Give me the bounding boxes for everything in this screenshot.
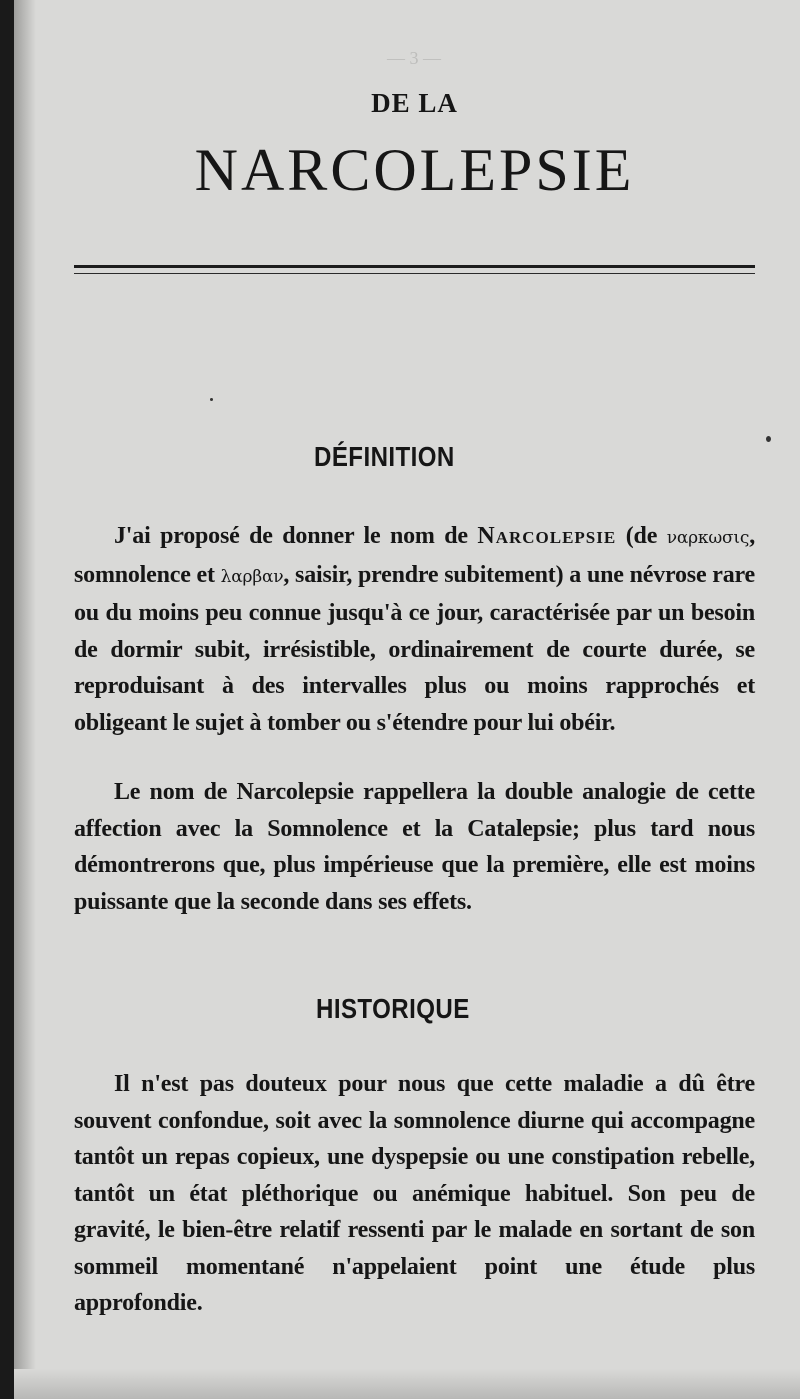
text-segment: J'ai proposé de donner le nom de <box>114 523 478 549</box>
text-segment: (de <box>616 523 667 549</box>
page-title: NARCOLEPSIE <box>194 137 635 203</box>
text-segment: , saisir, prendre subitement) a une névrose rare ou du moins peu connue jusqu'à ce jour, caractérisée par un besoin de dormir subit, irrésistible, ordinairement de courte durée, se reproduisant à des intervalles plus ou moins rapprochés et obligeant le sujet à tomber ou s'étendre pour lui obéir. <box>74 561 756 736</box>
greek-word: λαρβαν <box>220 566 284 587</box>
text-segment: , somnolence et <box>74 523 755 588</box>
definition-paragraph-2: Le nom de Narcolepsie rappellera la double analogie de cette affection avec la Somnolence et la Catalepsie; plus tard nous démontrerons que, plus impérieuse que la première, elle est moins puissante que la seconde dans ses effets. <box>74 779 755 915</box>
definition-paragraph-1 <box>74 518 755 741</box>
ink-speck <box>766 436 771 442</box>
pre-title: DE LA <box>371 88 458 118</box>
title-rule-thin <box>74 273 755 274</box>
title-rule-thick <box>74 265 755 268</box>
section-heading-definition: DÉFINITION <box>314 441 455 472</box>
greek-word: ναρκωσις <box>666 528 750 548</box>
historique-paragraph-1: Il n'est pas douteux pour nous que cette maladie a dû être souvent confondue, soit avec la somnolence diurne qui accompagne tantôt un repas copieux, une dyspepsie ou une constipation rebelle, tantôt un état pléthorique ou anémique habituel. Son peu de gravité, le bien-être relatif ressenti par le malade en sortant de son sommeil momentané n'appelaient point une étude plus approfondie. <box>74 1071 755 1316</box>
section-heading-historique: HISTORIQUE <box>316 993 470 1024</box>
page-gutter-shadow <box>14 0 36 1399</box>
small-caps-term: Narcolepsie <box>477 523 617 549</box>
book-page <box>14 0 800 1399</box>
ink-speck <box>210 398 213 401</box>
page-bottom-shadow <box>14 1369 800 1399</box>
page-number: — 3 — <box>387 48 441 68</box>
